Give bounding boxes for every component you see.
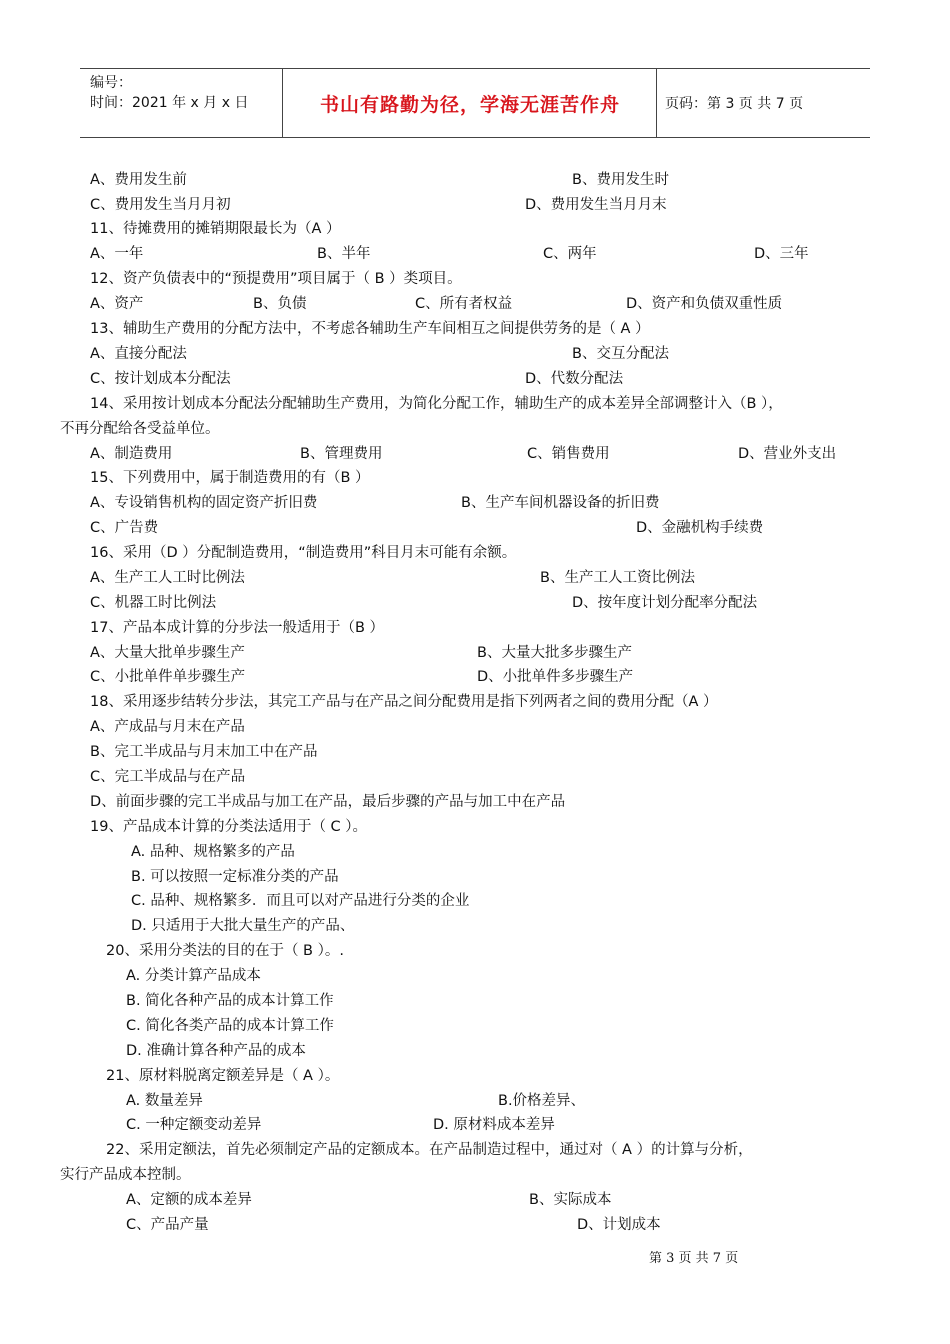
question-text: 不再分配给各受益单位。: [60, 421, 220, 437]
option-text: D、三年: [754, 246, 809, 262]
option-text: A、专设销售机构的固定资产折旧费: [90, 495, 318, 511]
page-footer: 第 3 页 共 7 页: [649, 1251, 739, 1266]
question-text: 11、待摊费用的摊销期限最长为（A ）: [90, 221, 341, 237]
header-motto: 书山有路勤为径，学海无涯苦作舟: [319, 93, 620, 116]
option-text: A. 分类计算产品成本: [126, 968, 261, 984]
document-time-label: 时间：2021 年 x 月 x 日: [90, 95, 249, 111]
option-text: D、小批单件多步骤生产: [477, 669, 634, 685]
option-text: D、金融机构手续费: [636, 520, 764, 536]
question-text: 14、采用按计划成本分配法分配辅助生产费用，为简化分配工作，辅助生产的成本差异全部调整计入（B ），: [90, 396, 783, 412]
option-text: C. 品种、规格繁多．而且可以对产品进行分类的企业: [131, 893, 470, 909]
option-text: A、大量大批单步骤生产: [90, 645, 245, 661]
header-divider: [656, 69, 657, 137]
question-text: 17、产品本成计算的分步法一般适用于（B ）: [90, 620, 385, 636]
option-text: B、实际成本: [529, 1192, 612, 1208]
question-text: 13、辅助生产费用的分配方法中，不考虑各辅助生产车间相互之间提供劳务的是（ A ）: [90, 321, 650, 337]
question-text: 16、采用（D ）分配制造费用，“制造费用”科目月末可能有余额。: [90, 545, 517, 561]
option-text: C、产品产量: [126, 1217, 209, 1233]
document-header: [80, 68, 870, 138]
option-text: A、一年: [90, 246, 144, 262]
option-text: A、资产: [90, 296, 144, 312]
question-text: 19、产品成本计算的分类法适用于（ C ）。: [90, 819, 368, 835]
question-text: 15、下列费用中，属于制造费用的有（B ）: [90, 470, 370, 486]
option-text: B、完工半成品与月末加工中在产品: [90, 744, 318, 760]
option-text: A、定额的成本差异: [126, 1192, 252, 1208]
option-text: C. 一种定额变动差异: [126, 1117, 262, 1133]
question-text: 12、资产负债表中的“预提费用”项目属于（ B ）类项目。: [90, 271, 462, 287]
question-text: 21、原材料脱离定额差异是（ A ）。: [106, 1068, 340, 1084]
option-text: B、生产车间机器设备的折旧费: [461, 495, 660, 511]
option-text: D、计划成本: [577, 1217, 661, 1233]
option-text: B. 可以按照一定标准分类的产品: [131, 869, 339, 885]
question-text: 18、采用逐步结转分步法，其完工产品与在产品之间分配费用是指下列两者之间的费用分配（A ）: [90, 694, 718, 710]
document-number-label: 编号：: [90, 75, 132, 91]
option-text: A. 数量差异: [126, 1093, 203, 1109]
question-text: 20、采用分类法的目的在于（ B ）。.: [106, 943, 344, 959]
option-text: D、按年度计划分配率分配法: [572, 595, 758, 611]
option-text: C、小批单件单步骤生产: [90, 669, 246, 685]
option-text: C、所有者权益: [415, 296, 513, 312]
option-text: B、大量大批多步骤生产: [477, 645, 632, 661]
option-text: D、前面步骤的完工半成品与加工在产品，最后步骤的产品与加工中在产品: [90, 794, 566, 810]
option-text: D. 原材料成本差异: [433, 1117, 555, 1133]
option-text: B.价格差异、: [498, 1093, 586, 1109]
option-text: B、负债: [253, 296, 307, 312]
question-text: 实行产品成本控制。: [60, 1167, 191, 1183]
option-text: C、按计划成本分配法: [90, 371, 231, 387]
option-text: D、费用发生当月月末: [525, 197, 667, 213]
option-text: A、费用发生前: [90, 172, 187, 188]
option-text: B. 简化各种产品的成本计算工作: [126, 993, 334, 1009]
option-text: A、制造费用: [90, 446, 173, 462]
option-text: D、资产和负债双重性质: [626, 296, 783, 312]
option-text: D、代数分配法: [525, 371, 624, 387]
option-text: B、交互分配法: [572, 346, 669, 362]
option-text: C、两年: [543, 246, 597, 262]
option-text: C、费用发生当月月初: [90, 197, 231, 213]
option-text: A. 品种、规格繁多的产品: [131, 844, 295, 860]
option-text: A、直接分配法: [90, 346, 187, 362]
option-text: C、销售费用: [527, 446, 610, 462]
option-text: D. 只适用于大批大量生产的产品、: [131, 918, 355, 934]
option-text: D. 准确计算各种产品的成本: [126, 1043, 306, 1059]
header-meta: [90, 73, 248, 113]
option-text: C、机器工时比例法: [90, 595, 217, 611]
option-text: A、生产工人工时比例法: [90, 570, 245, 586]
option-text: C、广告费: [90, 520, 159, 536]
header-page-label: 页码：第 3 页 共 7 页: [665, 96, 804, 112]
option-text: C. 简化各类产品的成本计算工作: [126, 1018, 334, 1034]
option-text: A、产成品与月末在产品: [90, 719, 245, 735]
option-text: B、生产工人工资比例法: [540, 570, 695, 586]
option-text: C、完工半成品与在产品: [90, 769, 246, 785]
option-text: B、半年: [317, 246, 371, 262]
option-text: D、营业外支出: [738, 446, 837, 462]
header-divider: [282, 69, 283, 137]
option-text: B、费用发生时: [572, 172, 669, 188]
question-text: 22、采用定额法，首先必须制定产品的定额成本。在产品制造过程中，通过对（ A ）的计算与分析，: [106, 1142, 753, 1158]
option-text: B、管理费用: [300, 446, 383, 462]
